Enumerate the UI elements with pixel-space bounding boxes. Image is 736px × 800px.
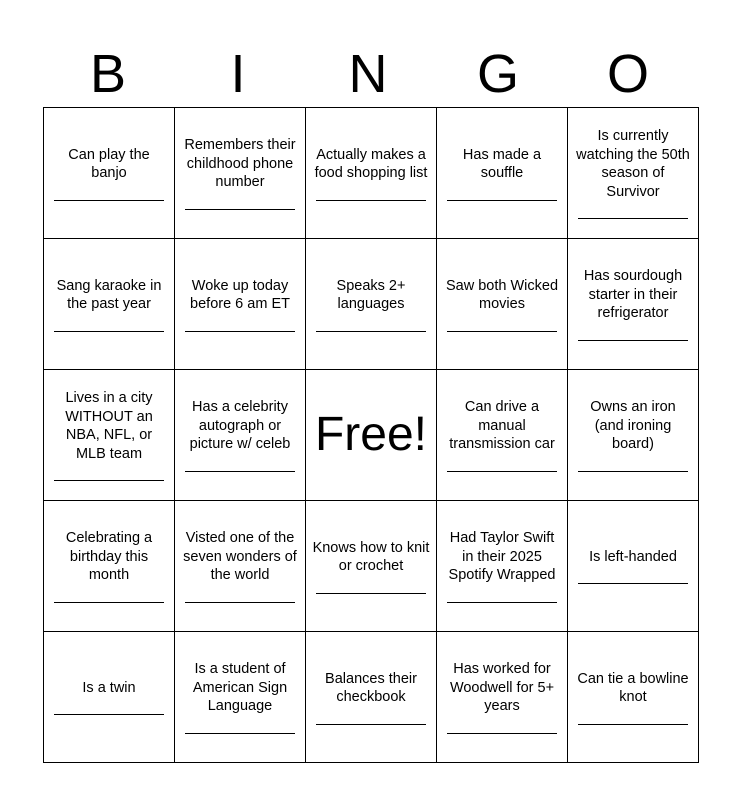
square-text: Owns an iron (and ironing board) <box>590 399 676 453</box>
square-text: Is a student of American Sign Language <box>192 661 288 715</box>
bingo-square[interactable] <box>175 632 306 763</box>
bingo-square[interactable] <box>568 108 699 239</box>
signature-line <box>578 583 688 584</box>
bingo-square[interactable] <box>437 501 568 632</box>
square-text: Can drive a manual transmission car <box>449 399 555 453</box>
bingo-square[interactable] <box>44 239 175 370</box>
bingo-square[interactable] <box>568 632 699 763</box>
signature-line <box>316 200 426 201</box>
signature-line <box>447 733 557 734</box>
square-text: Lives in a city WITHOUT an NBA, NFL, or MLB team <box>65 390 153 462</box>
bingo-square[interactable] <box>437 370 568 501</box>
bingo-grid <box>43 107 699 763</box>
bingo-square[interactable] <box>175 108 306 239</box>
signature-line <box>54 714 164 715</box>
square-text: Celebrating a birthday this month <box>65 530 153 584</box>
signature-line <box>578 340 688 341</box>
bingo-square[interactable] <box>437 632 568 763</box>
grid-row <box>44 632 699 763</box>
grid-row <box>44 501 699 632</box>
signature-line <box>316 331 426 332</box>
square-text: Has a celebrity autograph or picture w/ celeb <box>189 399 291 453</box>
square-text: Woke up today before 6 am ET <box>190 277 290 312</box>
header-letter-o: O <box>606 44 649 104</box>
signature-line <box>447 471 557 472</box>
square-text: Knows how to knit or crochet <box>312 539 430 574</box>
square-text: Speaks 2+ languages <box>336 277 406 312</box>
square-text: Actually makes a food shopping list <box>314 146 428 181</box>
square-text: Remembers their childhood phone number <box>184 137 296 191</box>
bingo-square[interactable] <box>306 239 437 370</box>
grid-row <box>44 239 699 370</box>
square-text: Is a twin <box>82 679 136 696</box>
signature-line <box>185 733 295 734</box>
square-text: Is currently watching the 50th season of Survivor <box>576 128 690 200</box>
square-text: Can tie a bowline knot <box>577 670 689 705</box>
bingo-square[interactable] <box>306 108 437 239</box>
signature-line <box>185 209 295 210</box>
signature-line <box>185 602 295 603</box>
bingo-square[interactable] <box>568 370 699 501</box>
bingo-square[interactable] <box>44 632 175 763</box>
header-letter-g: G <box>476 44 519 104</box>
bingo-square[interactable] <box>175 370 306 501</box>
bingo-square[interactable] <box>44 501 175 632</box>
square-text: Has made a souffle <box>462 146 542 181</box>
header-letter-i: I <box>230 44 246 104</box>
header-letter-b: B <box>89 44 127 104</box>
square-text: Visted one of the seven wonders of the world <box>183 530 297 584</box>
grid-row <box>44 370 699 501</box>
bingo-square[interactable] <box>306 632 437 763</box>
signature-line <box>447 200 557 201</box>
bingo-square[interactable] <box>175 501 306 632</box>
signature-line <box>447 602 557 603</box>
signature-line <box>316 593 426 594</box>
bingo-square[interactable] <box>568 239 699 370</box>
square-text: Saw both Wicked movies <box>445 277 559 312</box>
bingo-square[interactable] <box>44 108 175 239</box>
bingo-square[interactable] <box>437 239 568 370</box>
bingo-square[interactable] <box>175 239 306 370</box>
signature-line <box>54 331 164 332</box>
bingo-square[interactable] <box>437 108 568 239</box>
square-text: Has worked for Woodwell for 5+ years <box>449 661 555 715</box>
bingo-header <box>43 40 693 108</box>
free-square-text: Free! <box>314 408 428 461</box>
signature-line <box>578 724 688 725</box>
signature-line <box>185 331 295 332</box>
square-text: Balances their checkbook <box>325 670 417 705</box>
signature-line <box>316 724 426 725</box>
square-text: Sang karaoke in the past year <box>56 277 162 312</box>
signature-line <box>447 331 557 332</box>
free-square[interactable] <box>306 370 437 501</box>
square-text: Has sourdough starter in their refrigerator <box>583 268 683 322</box>
signature-line <box>578 218 688 219</box>
header-letter-n: N <box>348 44 388 104</box>
square-text: Is left-handed <box>589 548 677 565</box>
bingo-square[interactable] <box>44 370 175 501</box>
signature-line <box>578 471 688 472</box>
square-text: Had Taylor Swift in their 2025 Spotify Wrapped <box>448 530 556 584</box>
signature-line <box>54 200 164 201</box>
bingo-square[interactable] <box>568 501 699 632</box>
signature-line <box>54 602 164 603</box>
square-text: Can play the banjo <box>68 146 150 181</box>
bingo-square[interactable] <box>306 501 437 632</box>
signature-line <box>54 480 164 481</box>
grid-row <box>44 108 699 239</box>
signature-line <box>185 471 295 472</box>
